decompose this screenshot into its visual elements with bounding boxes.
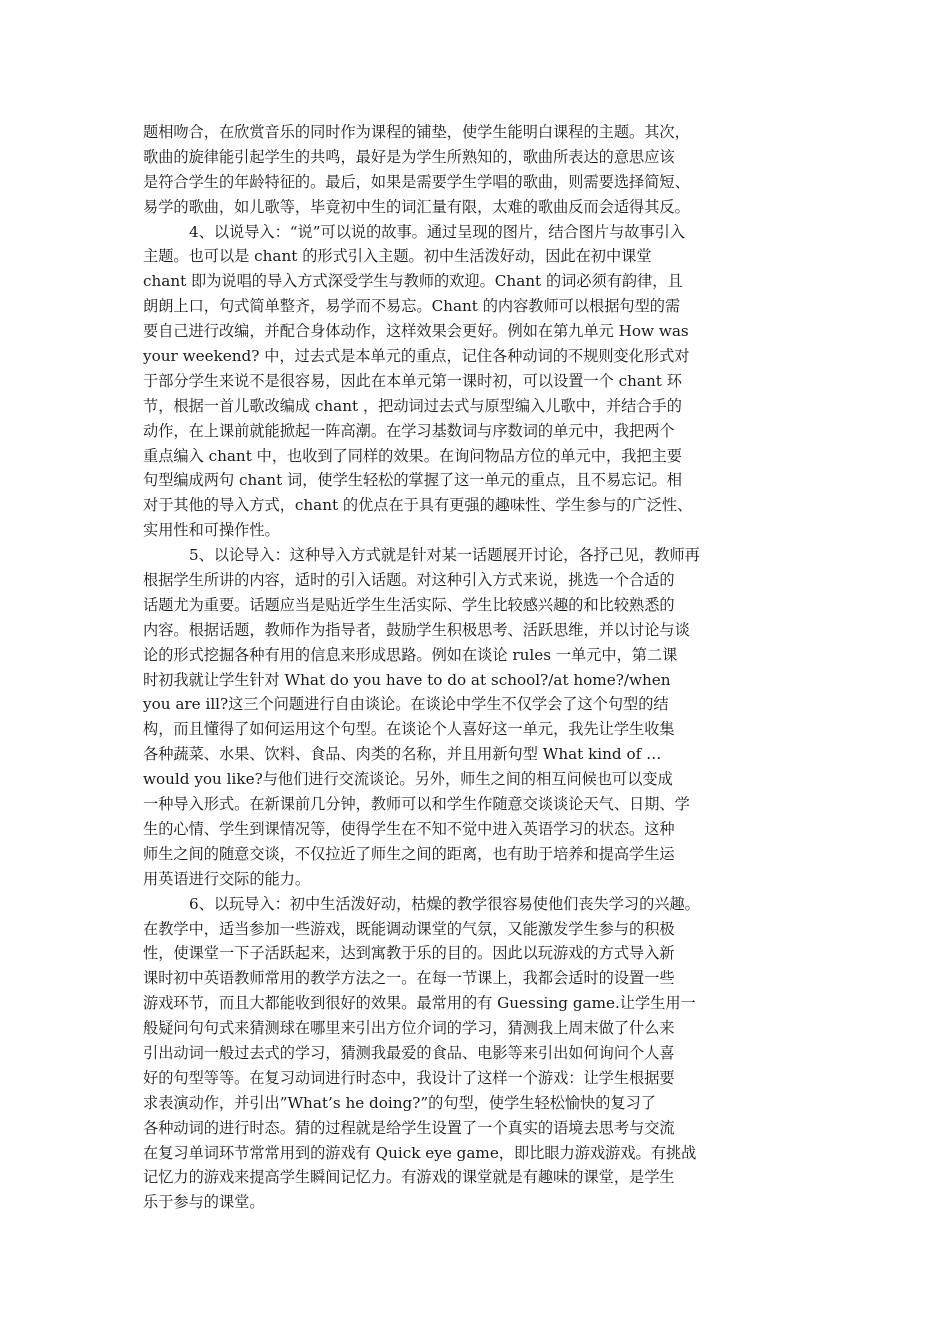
- paragraph-4-heading: 4、以说导入：“说”可以说的故事。通过呈现的图片，结合图片与故事引入: [189, 222, 686, 241]
- text-line: 般疑问句句式来猜测球在哪里来引出方位介词的学习，猜测我上周末做了什么来: [143, 1019, 675, 1038]
- text-line: 易学的歌曲，如儿歌等，毕竟初中生的词汇量有限，太难的歌曲反而会适得其反。: [143, 197, 690, 216]
- text-line: 话题尤为重要。话题应当是贴近学生生活实际、学生比较感兴趣的和比较熟悉的: [143, 595, 675, 614]
- text-line: 生的心情、学生到课情况等，使得学生在不知不觉中进入英语学习的状态。这种: [143, 819, 675, 838]
- text-line: 句型编成两句 chant 词，使学生轻松的掌握了这一单元的重点，且不易忘记。相: [143, 471, 682, 490]
- text-line: 内容。根据话题，教师作为指导者，鼓励学生积极思考、活跃思维，并以讨论与谈: [143, 620, 690, 639]
- text-line: 实用性和可操作性。: [143, 521, 280, 540]
- text-line: 引出动词一般过去式的学习，猜测我最爱的食品、电影等来引出如何询问个人喜: [143, 1043, 675, 1062]
- text-line: 重点编入 chant 中，也收到了同样的效果。在询问物品方位的单元中，我把主要: [143, 446, 682, 465]
- text-line: 论的形式挖掘各种有用的信息来形成思路。例如在谈论 rules 一单元中，第二课: [143, 645, 678, 664]
- document-body: [143, 120, 813, 1215]
- text-line: 乐于参与的课堂。: [143, 1193, 265, 1212]
- text-line: 节，根据一首儿歌改编成 chant ，把动词过去式与原型编入儿歌中，并结合手的: [143, 396, 682, 415]
- text-line: 游戏环节，而且大都能收到很好的效果。最常用的有 Guessing game.让学生用一: [143, 994, 696, 1013]
- text-line: 性，使课堂一下子活跃起来，达到寓教于乐的目的。因此以玩游戏的方式导入新: [143, 944, 675, 963]
- text-line: 是符合学生的年龄特征的。最后，如果是需要学生学唱的歌曲，则需要选择简短、: [143, 172, 690, 191]
- text-line: 课时初中英语教师常用的教学方法之一。在每一节课上，我都会适时的设置一些: [143, 969, 675, 988]
- text-line: 好的句型等等。在复习动词进行时态中，我设计了这样一个游戏：让学生根据要: [143, 1068, 675, 1087]
- text-line: 动作，在上课前就能掀起一阵高潮。在学习基数词与序数词的单元中，我把两个: [143, 421, 675, 440]
- text-line: 于部分学生来说不是很容易，因此在本单元第一课时初，可以设置一个 chant 环: [143, 371, 682, 390]
- text-line: 在复习单词环节常常用到的游戏有 Quick eye game，即比眼力游戏游戏。有挑战: [143, 1143, 697, 1162]
- text-line: 歌曲的旋律能引起学生的共鸣，最好是为学生所熟知的，歌曲所表达的意思应该: [143, 147, 675, 166]
- text-line: chant 即为说唱的导入方式深受学生与教师的欢迎。Chant 的词必须有韵律，且: [143, 272, 683, 291]
- text-line: 主题。也可以是 chant 的形式引入主题。初中生活泼好动，因此在初中课堂: [143, 247, 652, 266]
- text-line: 在教学中，适当参加一些游戏，既能调动课堂的气氛，又能激发学生参与的积极: [143, 919, 675, 938]
- text-line: 要自己进行改编，并配合身体动作，这样效果会更好。例如在第九单元 How was: [143, 322, 689, 341]
- text-line: 师生之间的随意交谈，不仅拉近了师生之间的距离，也有助于培养和提高学生运: [143, 844, 675, 863]
- text-line: 记忆力的游戏来提高学生瞬间记忆力。有游戏的课堂就是有趣味的课堂，是学生: [143, 1168, 675, 1187]
- paragraph-6-heading: 6、以玩导入：初中生活泼好动，枯燥的教学很容易使他们丧失学习的兴趣。: [189, 894, 700, 913]
- text-line: 各种蔬菜、水果、饮料、食品、肉类的名称，并且用新句型 What kind of …: [143, 745, 662, 764]
- text-line: you are ill?这三个问题进行自由谈论。在谈论中学生不仅学会了这个句型的结: [143, 695, 669, 714]
- text-line: 根据学生所讲的内容，适时的引入话题。对这种引入方式来说，挑选一个合适的: [143, 571, 675, 590]
- text-line: 求表演动作，并引出”What’s he doing?”的句型，使学生轻松愉快的复习了: [143, 1093, 656, 1112]
- text-line: 构，而且懂得了如何运用这个句型。在谈论个人喜好这一单元，我先让学生收集: [143, 720, 675, 739]
- text-line: 时初我就让学生针对 What do you have to do at school?/at home?/when: [143, 670, 671, 689]
- text-line: 各种动词的进行时态。猜的过程就是给学生设置了一个真实的语境去思考与交流: [143, 1118, 675, 1137]
- text-line: your weekend? 中，过去式是本单元的重点，记住各种动词的不规则变化形式对: [143, 347, 690, 366]
- text-line: 对于其他的导入方式，chant 的优点在于具有更强的趣味性、学生参与的广泛性、: [143, 496, 693, 515]
- text-line: 朗朗上口，句式简单整齐，易学而不易忘。Chant 的内容教师可以根据句型的需: [143, 297, 681, 316]
- text-line: would you like?与他们进行交流谈论。另外，师生之间的相互问候也可以变成: [143, 770, 673, 789]
- text-line: 题相吻合，在欣赏音乐的同时作为课程的铺垫，使学生能明白课程的主题。其次，: [143, 123, 690, 141]
- text-line: 一种导入形式。在新课前几分钟，教师可以和学生作随意交谈谈论天气、日期、学: [143, 795, 690, 814]
- paragraph-5-heading: 5、以论导入：这种导入方式就是针对某一话题展开讨论，各抒己见，教师再: [189, 546, 700, 565]
- text-line: 用英语进行交际的能力。: [143, 869, 311, 888]
